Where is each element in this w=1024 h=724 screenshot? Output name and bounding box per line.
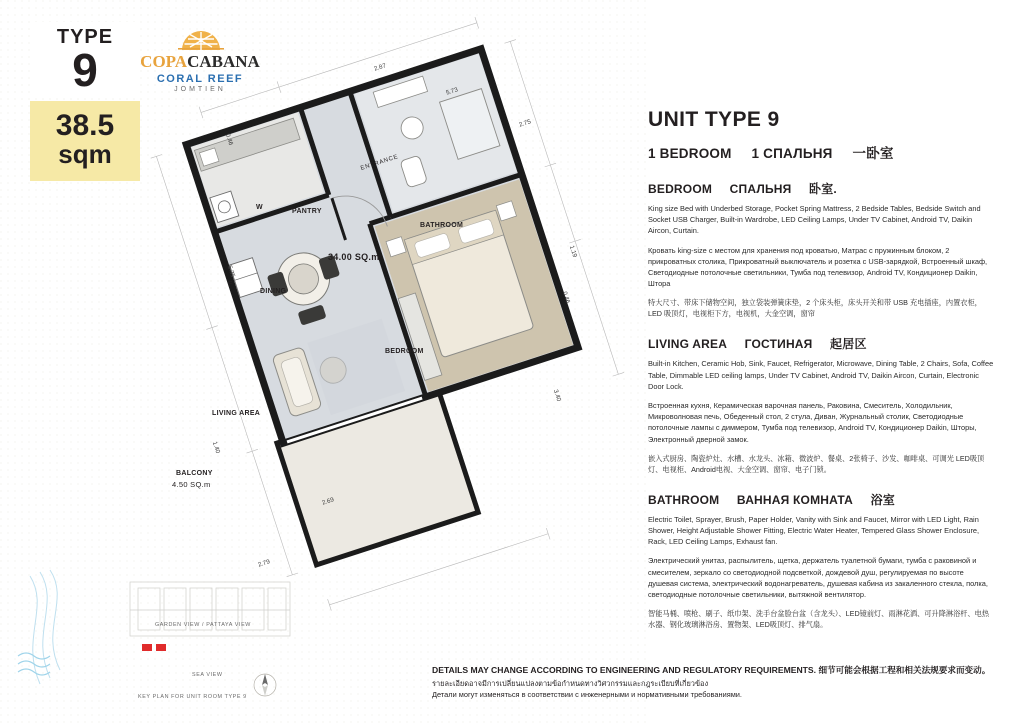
type-number: 9 [72,44,98,96]
room-count-row [648,142,994,162]
section-bathroom-title-en: BATHROOM [648,492,720,507]
section-bathroom-heading [648,491,994,508]
section-bathroom-title-cn: 浴室 [870,492,895,507]
footer-text-cn: 细节可能会根据工程和相关法规要求而变动。 [818,665,991,675]
room-label-dining: DINING [260,288,287,295]
dimension-3-40: 3.40 [551,388,563,403]
interior-area-label: 34.00 SQ.m [328,252,380,262]
room-label-living-area: LIVING AREA [212,410,261,417]
logo-name-part2: CABANA [187,52,260,71]
dimension-1-40: 1.40 [210,440,222,455]
logo-name-part1: COPA [140,52,188,71]
footer-text-th: รายละเอียดอาจมีการเปลี่ยนแปลงตามข้อกำหนดทางวิศวกรรมและกฎระเบียบที่เกี่ยวข้อง [432,679,709,688]
section-living-area [648,335,994,474]
logo-subtitle: CORAL REEF [156,73,244,85]
dimension-2-79: 2.79 [257,558,271,569]
room-label-bedroom: BEDROOM [385,348,424,355]
dimension-5-35: 5.35 [225,264,237,279]
section-bedroom-title-ru: СПАЛЬНЯ [729,182,792,196]
dimension-2-75: 2.75 [518,118,532,129]
page-title: UNIT TYPE 9 [648,108,780,131]
room-label-balcony: BALCONY [176,470,213,477]
room-count-ru: 1 СПАЛЬНЯ [751,146,833,161]
dimension-1-19: 1.19 [567,244,579,259]
fridge-label: F [228,281,233,288]
dimension-2-87: 2.87 [373,62,387,73]
room-count-en: 1 BEDROOM [648,146,732,161]
section-living-title-cn: 起居区 [830,337,867,352]
section-bedroom-heading [648,180,994,197]
area-unit: sqm [58,139,112,169]
section-bedroom-title-en: BEDROOM [648,182,713,196]
unit-description-panel [648,108,994,646]
area-value: 38.5 [55,109,115,142]
balcony-area-label: 4.50 SQ.m [172,480,211,489]
footer-line-en [432,664,1012,676]
keyplan-caption-sea: SEA VIEW [192,672,223,678]
keyplan-caption-unit: KEY PLAN FOR UNIT ROOM TYPE 9 [138,694,247,700]
section-living-text-en: Built-in Kitchen, Ceramic Hob, Sink, Faucet, Refrigerator, Microwave, Dining Table, 2 Chairs, Sofa, Coffee Table, Dimmable LED ceiling lamps, Under TV Cabinet, Android TV, Daikin Aircon, Curtain, Electronic Door Lock. [648,359,994,391]
dimension-0-46-b: 0.46 [560,290,572,305]
section-living-heading [648,335,994,352]
washer-label: W [256,204,263,211]
type-word: TYPE [56,26,114,48]
dimension-5-73: 5.73 [445,86,459,97]
section-living-text-cn: 嵌入式厨房、陶瓷炉灶、水槽、水龙头、冰箱、微波炉、餐桌、2张椅子、沙发、咖啡桌、可调光 LED吸顶灯、电视柜、Android电视、大金空调、窗帘、电子门锁。 [648,453,985,474]
room-count-cn: 一卧室 [852,146,894,161]
logo-location: JOMTIEN [174,86,226,93]
section-bedroom-title-cn: 卧室. [809,182,837,196]
footer-disclaimer [432,664,1012,700]
room-label-pantry: PANTRY [292,208,322,215]
keyplan-caption-garden: GARDEN VIEW / PATTAYA VIEW [155,622,251,628]
section-bathroom-title-ru: ВАННАЯ КОМНАТА [736,492,854,507]
section-bedroom-text-cn: 特大尺寸、带床下储物空间，独立袋装弹簧床垫，2 个床头柜，床头开关和带 USB 充电插座，内置衣柜，LED 吸顶灯，电视柜下方，电视机，大金空调，窗帘 [648,298,982,319]
section-bathroom-text-en: Electric Toilet, Sprayer, Brush, Paper Holder, Vanity with Sink and Faucet, Mirror with LED Light, Rain Shower, Height Adjustable Shower Fitting, Electric Water Heater, Tempered Glass Shower Enclosure, Rack, LED Ceiling Lamps, Exhaust fan. [648,514,980,547]
section-bathroom-text-cn: 智能马桶、喷枪、刷子、纸巾架、洗手台盆脸台盆（含龙头）、LED镜前灯、雨淋花洒、可升降淋浴杆、电热水器、钢化玻璃淋浴房、置物架、LED吸顶灯、排气扇。 [648,609,990,630]
footer-text-en: DETAILS MAY CHANGE ACCORDING TO ENGINEERING AND REGULATORY REQUIREMENTS. [432,665,817,675]
compass-icon [252,672,278,698]
entrance-label: ENTRANCE [360,154,400,172]
section-bedroom-text-ru: Кровать king-size с местом для хранения под кроватью, Матрас с пружинным блоком, 2 прикроватных столика, Прикроватный выключатель и розетка с USB-зарядкой, Встроенный шкаф, Светодиодные потолочные светильники, Тумба под телевизор, Android TV, Кондиционер Daikin, Штора [648,245,988,289]
section-bathroom [648,491,994,630]
section-bedroom [648,180,994,319]
section-bedroom-text-en: King size Bed with Underbed Storage, Pocket Spring Mattress, 2 Bedside Tables, Bedside Switch and Socket USB Charger, Built-in Wardrobe, LED Ceiling Lamps, Under TV Cabinet, Android TV, Daikin Aircon, Curtain. [648,204,981,236]
dimension-0-46-a: 0.46 [223,132,235,147]
footer-text-ru: Детали могут изменяться в соответствии с инженерными и нормативными требованиями. [432,690,742,699]
room-label-bathroom: BATHROOM [420,222,464,229]
section-living-text-ru: Встроенная кухня, Керамическая варочная панель, Раковина, Смеситель, Холодильник, Микроволновая печь, Обеденный стол, 2 стула, Диван, Журнальный столик, Светодиодные потолочные лампы с диммером, Тумба под телевизор, Android TV, Кондиционер Daikin, Шторы, Электронный дверной замок. [648,401,977,444]
section-living-title-en: LIVING AREA [648,337,728,352]
dimension-2-69: 2.69 [321,496,335,507]
section-bathroom-text-ru: Электрический унитаз, распылитель, щетка, держатель туалетной бумаги, тумба с раковиной и смесителем, зеркало со светодиодной подсветкой, дождевой душ, регулируемая по высоте душевая система, электрический водонагреватель, душевая кабина из закаленного стекла, полка, светодиодные потолочные светильники, вытяжной вентилятор. [648,556,988,600]
section-living-title-ru: ГОСТИНАЯ [744,337,813,352]
